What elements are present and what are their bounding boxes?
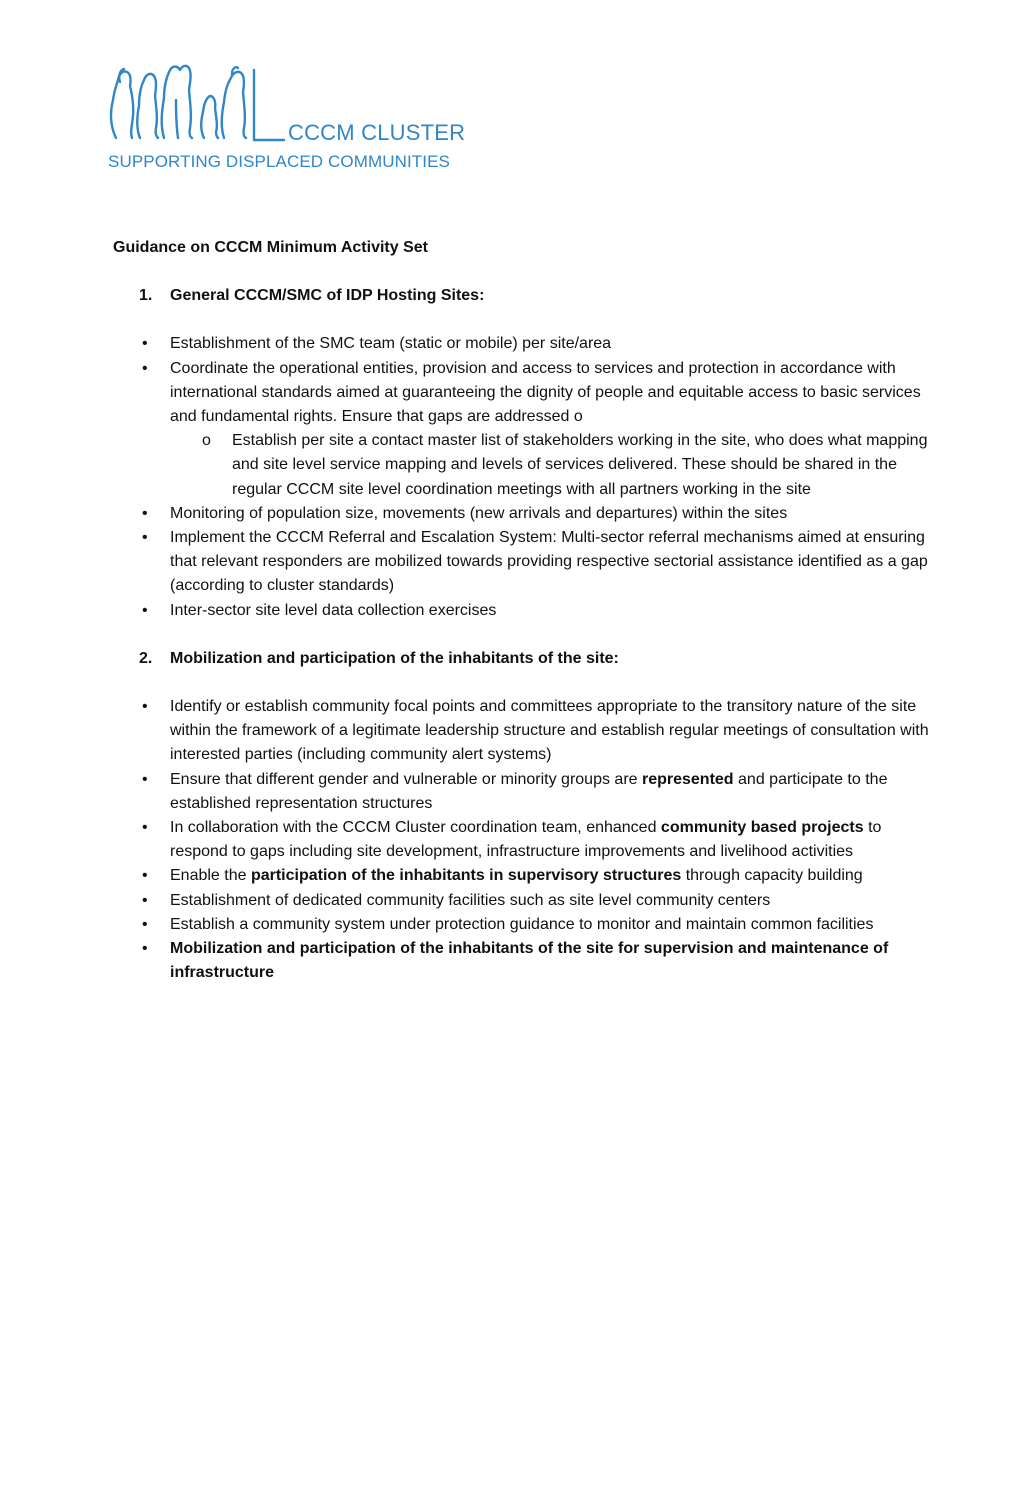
- circle-bullet-icon: o: [202, 432, 211, 450]
- bullet-icon: •: [142, 940, 148, 958]
- logo-title: CCCM CLUSTER: [288, 120, 466, 145]
- bullet-icon: •: [142, 601, 148, 619]
- bullet-icon: •: [142, 867, 148, 885]
- list-item-text: Identify or establish community focal points and committees appropriate to the transitory nature of the site within the framework of a legitimate leadership structure and establish regular meetings of consultation with interested parties (including community alert systems): [170, 698, 929, 764]
- section-1-list: [113, 332, 933, 622]
- bullet-icon: •: [142, 698, 148, 716]
- list-item-text: Monitoring of population size, movements (new arrivals and departures) within the sites: [170, 504, 788, 522]
- logo-tagline: SUPPORTING DISPLACED COMMUNITIES: [108, 152, 450, 171]
- list-item: [113, 889, 933, 913]
- list-item: [113, 332, 933, 356]
- section-number: 2.: [139, 649, 153, 667]
- section-heading-text: Mobilization and participation of the inhabitants of the site:: [170, 649, 619, 667]
- list-item: [113, 357, 933, 430]
- bullet-icon: •: [142, 335, 148, 353]
- list-item-emphasis: community based projects: [660, 819, 864, 837]
- list-item: [113, 526, 933, 599]
- list-item-text-post: and participate to the established representation structures: [170, 770, 888, 812]
- bullet-icon: •: [142, 529, 148, 547]
- sub-list: [113, 429, 933, 502]
- list-item-text-pre: Ensure that different gender and vulnerable or minority groups are: [170, 770, 642, 788]
- section-2-list: [113, 695, 933, 985]
- cccm-cluster-logo: [106, 60, 466, 176]
- section-heading-2: [113, 647, 933, 671]
- sub-list-item-text: Establish per site a contact master list of stakeholders working in the site, who does what mapping and site level service mapping and levels of services delivered. These should be shared in the regular CCCM site level coordination meetings with all partners working in the site: [232, 432, 928, 498]
- bullet-icon: •: [142, 359, 148, 377]
- list-item-text: Establishment of dedicated community facilities such as site level community centers: [170, 891, 771, 909]
- document-body: [113, 236, 933, 1009]
- bullet-icon: •: [142, 819, 148, 837]
- list-item: [113, 913, 933, 937]
- bullet-icon: •: [142, 915, 148, 933]
- list-item: [113, 864, 933, 888]
- section-number: 1.: [139, 287, 153, 305]
- list-item: [113, 695, 933, 768]
- list-item-emphasis: participation of the inhabitants in supervisory structures: [250, 867, 682, 885]
- list-item: [113, 768, 933, 816]
- list-item-text-pre: Enable the: [170, 867, 251, 885]
- section-heading-1: [113, 284, 933, 308]
- list-item-text-pre: In collaboration with the CCCM Cluster coordination team, enhanced: [170, 819, 661, 837]
- section-heading-text: General CCCM/SMC of IDP Hosting Sites:: [170, 287, 485, 305]
- list-item: [113, 816, 933, 864]
- list-item: [113, 502, 933, 526]
- list-item-text: Establish a community system under protection guidance to monitor and maintain common facilities: [170, 915, 874, 933]
- sub-list-item: [113, 429, 933, 502]
- list-item-text: Establishment of the SMC team (static or mobile) per site/area: [170, 335, 612, 353]
- bullet-icon: •: [142, 891, 148, 909]
- bullet-icon: •: [142, 770, 148, 788]
- document-title: Guidance on CCCM Minimum Activity Set: [113, 239, 428, 256]
- sub-list-container: [113, 429, 933, 502]
- list-item-emphasis: Mobilization and participation of the inhabitants of the site for supervision and maintenance of infrastructure: [170, 940, 889, 982]
- list-item-emphasis: represented: [641, 770, 734, 788]
- list-item-text: Coordinate the operational entities, provision and access to services and protection in accordance with international standards aimed at guaranteeing the dignity of people and equitable access to basic services and fundamental rights. Ensure that gaps are addressed o: [170, 359, 921, 426]
- people-silhouettes-icon: [106, 60, 286, 150]
- list-item-text: Inter-sector site level data collection exercises: [170, 601, 497, 619]
- list-item-text-post: through capacity building: [681, 867, 863, 885]
- bullet-icon: •: [142, 504, 148, 522]
- list-item: [113, 937, 933, 985]
- list-item-text: Implement the CCCM Referral and Escalation System: Multi-sector referral mechanisms aimed at ensuring that relevant responders are mobilized towards providing respective sectorial assistance identified as a gap (according to cluster standards): [170, 529, 928, 595]
- list-item: [113, 599, 933, 623]
- list-item-text-post: to respond to gaps including site development, infrastructure improvements and livelihood activities: [170, 819, 882, 861]
